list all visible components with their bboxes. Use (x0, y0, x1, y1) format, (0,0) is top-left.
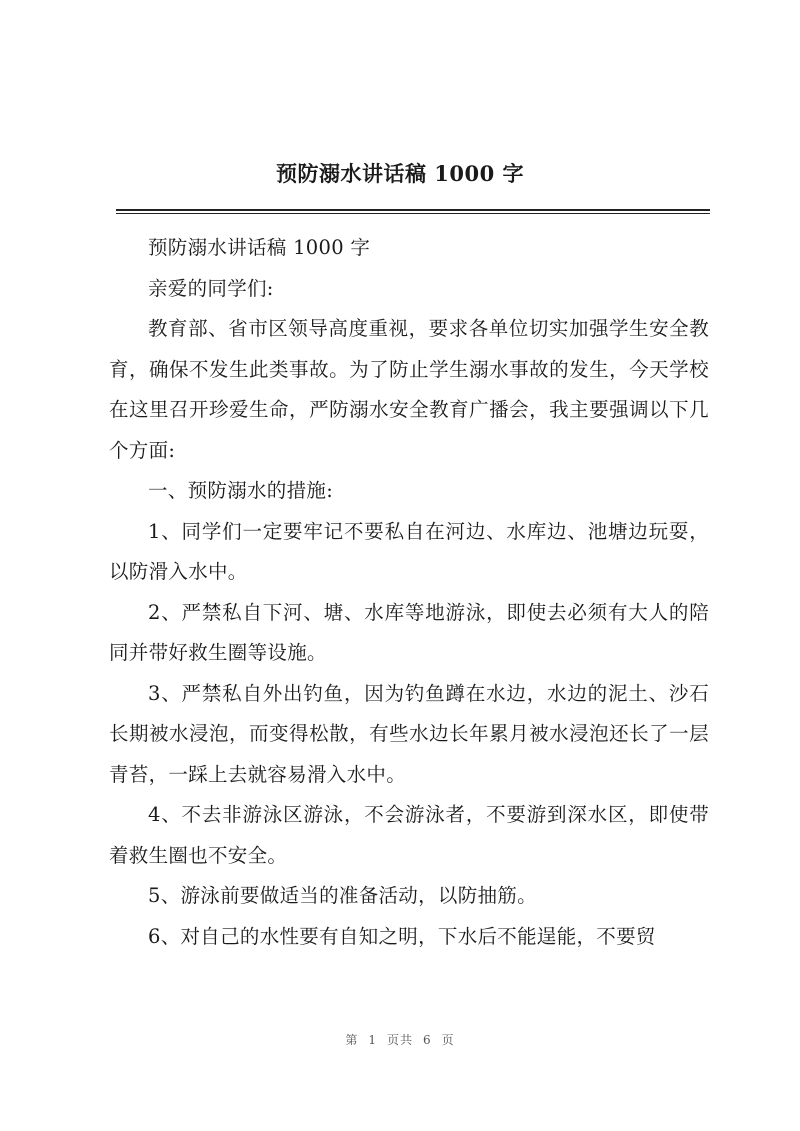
current-page-number: 1 (368, 1033, 377, 1047)
footer-prefix: 第 (345, 1033, 359, 1047)
document-title: 预防溺水讲话稿 1000 字 (275, 161, 525, 186)
total-pages-number: 6 (423, 1033, 432, 1047)
paragraph-subtitle: 预防溺水讲话稿 1000 字 (148, 236, 371, 259)
paragraph-item-5: 5、游泳前要做适当的准备活动，以防抽筋。 (148, 884, 537, 907)
paragraph-item-4: 4、不去非游泳区游泳，不会游泳者，不要游到深水区，即使带着救生圈也不安全。 (109, 803, 709, 867)
paragraph-item-6: 6、对自己的水性要有自知之明，下水后不能逞能，不要贸 (148, 924, 656, 948)
page-footer (0, 1031, 800, 1048)
document-body (109, 228, 709, 957)
footer-suffix: 页 (441, 1033, 455, 1047)
paragraph-item-3: 3、严禁私自外出钓鱼，因为钓鱼蹲在水边，水边的泥土、沙石长期被水浸泡，而变得松散，有些水边长年累月被水浸泡还长了一层青苔，一踩上去就容易滑入水中。 (109, 681, 709, 786)
title-divider (116, 209, 710, 214)
paragraph-item-1: 1、同学们一定要牢记不要私自在河边、水库边、池塘边玩耍，以防滑入水中。 (109, 519, 709, 583)
footer-middle: 页共 (386, 1033, 413, 1047)
paragraph-section-heading: 一、预防溺水的措施: (148, 479, 334, 502)
paragraph-greeting: 亲爱的同学们: (148, 276, 274, 300)
paragraph-item-2: 2、严禁私自下河、塘、水库等地游泳，即使去必须有大人的陪同并带好救生圈等设施。 (109, 600, 709, 664)
paragraph-intro: 教育部、省市区领导高度重视，要求各单位切实加强学生安全教育，确保不发生此类事故。为了防止学生溺水事故的发生，今天学校在这里召开珍爱生命，严防溺水安全教育广播会，我主要强调以下几个方面: (109, 317, 709, 462)
